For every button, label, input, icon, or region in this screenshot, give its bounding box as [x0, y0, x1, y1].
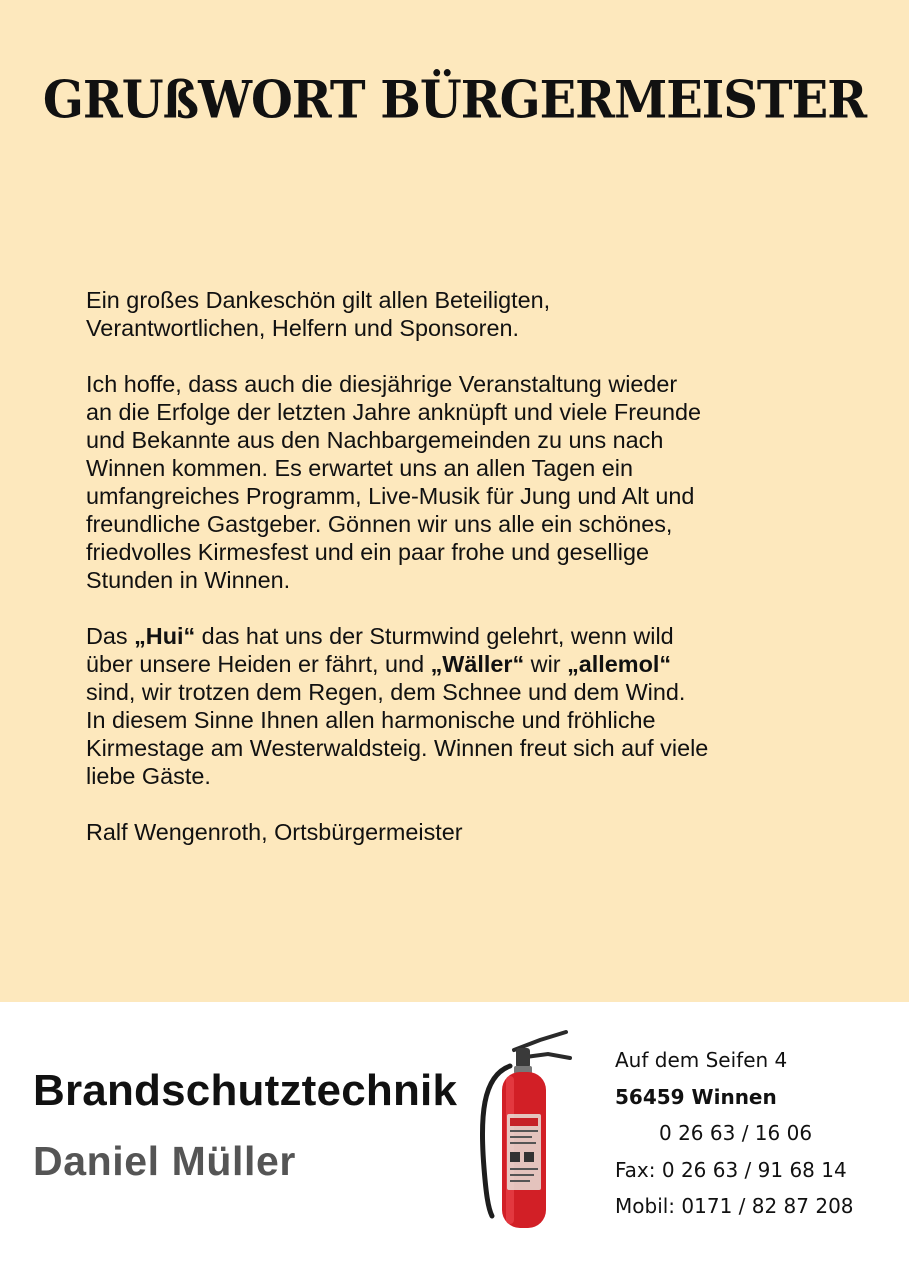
fire-extinguisher-icon [470, 1028, 580, 1233]
street-address: Auf dem Seifen 4 [615, 1048, 788, 1072]
contact-block [615, 1042, 854, 1225]
mobile-number: Mobil: 0171 / 82 87 208 [615, 1194, 854, 1218]
text-line [86, 650, 846, 678]
paragraph-thanks [86, 286, 846, 342]
owner-name: Daniel Müller [33, 1138, 296, 1184]
company-name: Brandschutztechnik [33, 1066, 458, 1115]
text-line: friedvolles Kirmesfest und ein paar frohe und gesellige [86, 539, 649, 565]
bold-quote-allemol: „allemol“ [567, 651, 672, 677]
advertisement [0, 1002, 909, 1275]
text-line: Winnen kommen. Es erwartet uns an allen Tagen ein [86, 455, 633, 481]
text-run: Das [86, 623, 135, 649]
text-run: über unsere Heiden er fährt, und [86, 651, 431, 677]
letter-body [86, 286, 846, 874]
text-line: liebe Gäste. [86, 763, 211, 789]
text-line: Kirmestage am Westerwaldsteig. Winnen freut sich auf viele [86, 735, 709, 761]
phone-number: 0 26 63 / 16 06 [659, 1121, 813, 1145]
text-line: freundliche Gastgeber. Gönnen wir uns alle ein schönes, [86, 511, 673, 537]
paragraph-hope [86, 370, 846, 594]
text-run: das hat uns der Sturmwind gelehrt, wenn wild [195, 623, 674, 649]
text-line: Ich hoffe, dass auch die diesjährige Veranstaltung wieder [86, 371, 678, 397]
text-line: sind, wir trotzen dem Regen, dem Schnee und dem Wind. [86, 679, 686, 705]
text-line [86, 622, 846, 650]
text-line: Stunden in Winnen. [86, 567, 291, 593]
fax-number: Fax: 0 26 63 / 91 68 14 [615, 1157, 847, 1182]
text-line: Ein großes Dankeschön gilt allen Beteiligten, [86, 287, 551, 313]
bold-quote-hui: „Hui“ [134, 623, 196, 649]
text-run: wir [524, 651, 568, 677]
text-line: umfangreiches Programm, Live-Musik für Jung und Alt und [86, 483, 695, 509]
paragraph-hui [86, 622, 846, 790]
bold-quote-waeller: „Wäller“ [430, 651, 525, 677]
headline: GRUßWORT BÜRGERMEISTER [42, 69, 867, 131]
city-address: 56459 Winnen [615, 1084, 777, 1109]
text-line: Verantwortlichen, Helfern und Sponsoren. [86, 315, 519, 341]
text-line: an die Erfolge der letzten Jahre anknüpft und viele Freunde [86, 399, 702, 425]
text-line: In diesem Sinne Ihnen allen harmonische und fröhliche [86, 707, 656, 733]
text-line: und Bekannte aus den Nachbargemeinden zu uns nach [86, 427, 664, 453]
signature: Ralf Wengenroth, Ortsbürgermeister [86, 819, 463, 845]
